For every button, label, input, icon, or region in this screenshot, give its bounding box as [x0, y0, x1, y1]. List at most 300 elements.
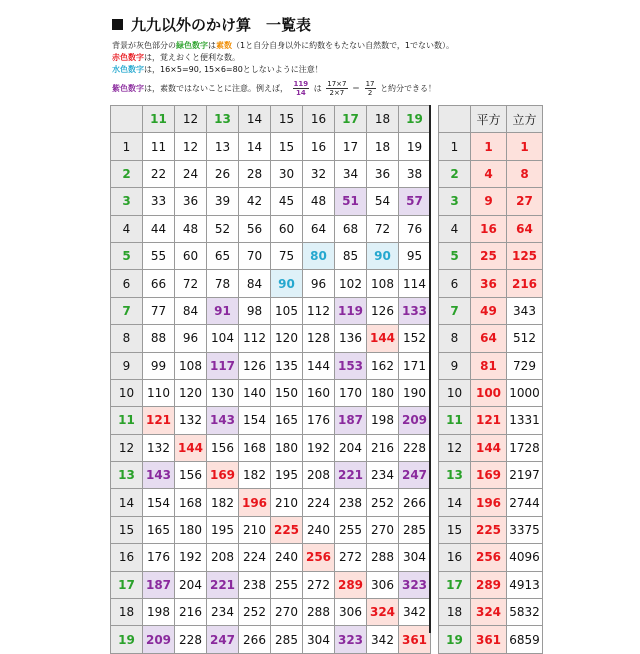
- product-cell: 234: [207, 599, 239, 626]
- product-cell: 112: [239, 325, 271, 352]
- row-header-right: 3: [439, 188, 471, 215]
- product-cell: 156: [207, 434, 239, 461]
- product-cell: 17: [335, 133, 367, 160]
- cube-cell: 1: [507, 133, 543, 160]
- row-header: 15: [111, 516, 143, 543]
- page-title: [112, 14, 311, 35]
- product-cell: 272: [335, 544, 367, 571]
- product-cell: 204: [175, 571, 207, 598]
- product-cell: 195: [207, 516, 239, 543]
- product-cell: 51: [335, 188, 367, 215]
- product-cell: 304: [303, 626, 335, 653]
- row-header: 17: [111, 571, 143, 598]
- product-cell: 114: [399, 270, 431, 297]
- product-cell: 190: [399, 379, 431, 406]
- table-row: [111, 160, 543, 187]
- product-cell: 120: [271, 325, 303, 352]
- product-cell: 66: [143, 270, 175, 297]
- table-row: [111, 297, 543, 324]
- product-cell: 12: [175, 133, 207, 160]
- cube-cell: 2197: [507, 462, 543, 489]
- row-header-right: 1: [439, 133, 471, 160]
- gap-cell: [431, 407, 439, 434]
- product-cell: 77: [143, 297, 175, 324]
- table-row: [111, 133, 543, 160]
- gap-cell: [431, 325, 439, 352]
- green-label: 緑色数字: [176, 41, 208, 50]
- row-header: 2: [111, 160, 143, 187]
- gap-cell: [431, 215, 439, 242]
- square-cell: 64: [471, 325, 507, 352]
- product-cell: 247: [207, 626, 239, 653]
- row-header: 14: [111, 489, 143, 516]
- cube-cell: 216: [507, 270, 543, 297]
- header-row: [111, 106, 543, 133]
- product-cell: 247: [399, 462, 431, 489]
- gap-cell: [431, 242, 439, 269]
- row-header-right: 9: [439, 352, 471, 379]
- table-row: [111, 215, 543, 242]
- product-cell: 323: [335, 626, 367, 653]
- product-cell: 90: [367, 242, 399, 269]
- product-cell: 304: [399, 544, 431, 571]
- product-cell: 91: [207, 297, 239, 324]
- product-cell: 60: [271, 215, 303, 242]
- product-cell: 128: [303, 325, 335, 352]
- table-row: [111, 188, 543, 215]
- product-cell: 289: [335, 571, 367, 598]
- column-header: 15: [271, 106, 303, 133]
- row-header-right: 4: [439, 215, 471, 242]
- product-cell: 342: [367, 626, 399, 653]
- cube-cell: 4096: [507, 544, 543, 571]
- table-row: [111, 434, 543, 461]
- product-cell: 180: [367, 379, 399, 406]
- table-row: [111, 599, 543, 626]
- row-header: 18: [111, 599, 143, 626]
- cube-cell: 125: [507, 242, 543, 269]
- cube-cell: 6859: [507, 626, 543, 653]
- square-cell: 225: [471, 516, 507, 543]
- product-cell: 60: [175, 242, 207, 269]
- product-cell: 255: [271, 571, 303, 598]
- product-cell: 144: [175, 434, 207, 461]
- product-cell: 68: [335, 215, 367, 242]
- row-header: 3: [111, 188, 143, 215]
- product-cell: 234: [367, 462, 399, 489]
- square-cell: 196: [471, 489, 507, 516]
- square-cell: 16: [471, 215, 507, 242]
- product-cell: 252: [367, 489, 399, 516]
- square-cell: 49: [471, 297, 507, 324]
- product-cell: 154: [143, 489, 175, 516]
- product-cell: 266: [239, 626, 271, 653]
- fraction-reduced: $\frac{17}{2}$: [365, 80, 375, 97]
- row-header: 10: [111, 379, 143, 406]
- row-header: 8: [111, 325, 143, 352]
- product-cell: 221: [207, 571, 239, 598]
- gap-cell: [431, 544, 439, 571]
- product-cell: 154: [239, 407, 271, 434]
- product-cell: 105: [271, 297, 303, 324]
- product-cell: 72: [175, 270, 207, 297]
- row-header-right: 6: [439, 270, 471, 297]
- column-header: 17: [335, 106, 367, 133]
- product-cell: 165: [143, 516, 175, 543]
- product-cell: 11: [143, 133, 175, 160]
- column-header: 13: [207, 106, 239, 133]
- product-cell: 72: [367, 215, 399, 242]
- product-cell: 42: [239, 188, 271, 215]
- table-row: [111, 379, 543, 406]
- product-cell: 176: [303, 407, 335, 434]
- product-cell: 216: [367, 434, 399, 461]
- product-cell: 85: [335, 242, 367, 269]
- column-header: 11: [143, 106, 175, 133]
- row-header: 11: [111, 407, 143, 434]
- square-cell: 324: [471, 599, 507, 626]
- square-cell: 121: [471, 407, 507, 434]
- product-cell: 126: [239, 352, 271, 379]
- product-cell: 112: [303, 297, 335, 324]
- product-cell: 39: [207, 188, 239, 215]
- row-header-right: 12: [439, 434, 471, 461]
- product-cell: 152: [399, 325, 431, 352]
- gap-cell: [431, 489, 439, 516]
- product-cell: 48: [303, 188, 335, 215]
- product-cell: 204: [335, 434, 367, 461]
- row-header-right: 13: [439, 462, 471, 489]
- product-cell: 252: [239, 599, 271, 626]
- fraction-expanded: $\frac{17\times 7}{2\times 7}$: [327, 80, 347, 97]
- product-cell: 126: [367, 297, 399, 324]
- table-row: [111, 325, 543, 352]
- row-header: 12: [111, 434, 143, 461]
- product-cell: 38: [399, 160, 431, 187]
- corner-cell: [111, 106, 143, 133]
- gap-cell: [431, 270, 439, 297]
- product-cell: 165: [271, 407, 303, 434]
- worksheet-page: [92, 0, 544, 647]
- product-cell: 288: [303, 599, 335, 626]
- product-cell: 208: [207, 544, 239, 571]
- product-cell: 240: [303, 516, 335, 543]
- row-header-right: 2: [439, 160, 471, 187]
- product-cell: 30: [271, 160, 303, 187]
- product-cell: 70: [239, 242, 271, 269]
- product-cell: 133: [399, 297, 431, 324]
- row-header-right: 19: [439, 626, 471, 653]
- product-cell: 170: [335, 379, 367, 406]
- product-cell: 88: [143, 325, 175, 352]
- table-row: [111, 516, 543, 543]
- cube-cell: 3375: [507, 516, 543, 543]
- product-cell: 16: [303, 133, 335, 160]
- product-cell: 255: [335, 516, 367, 543]
- row-header: 7: [111, 297, 143, 324]
- product-cell: 285: [271, 626, 303, 653]
- product-cell: 34: [335, 160, 367, 187]
- section-divider: [429, 105, 431, 633]
- row-header-right: 5: [439, 242, 471, 269]
- square-cell: 1: [471, 133, 507, 160]
- square-cell: 256: [471, 544, 507, 571]
- gap-cell: [431, 462, 439, 489]
- product-cell: 108: [367, 270, 399, 297]
- cube-cell: 343: [507, 297, 543, 324]
- product-cell: 270: [271, 599, 303, 626]
- product-cell: 168: [239, 434, 271, 461]
- product-cell: 209: [399, 407, 431, 434]
- cyan-label: 水色数字: [112, 65, 144, 74]
- cube-cell: 27: [507, 188, 543, 215]
- product-cell: 171: [399, 352, 431, 379]
- product-cell: 54: [367, 188, 399, 215]
- product-cell: 153: [335, 352, 367, 379]
- product-cell: 196: [239, 489, 271, 516]
- product-cell: 13: [207, 133, 239, 160]
- product-cell: 210: [271, 489, 303, 516]
- product-cell: 198: [367, 407, 399, 434]
- table-row: [111, 544, 543, 571]
- product-cell: 228: [399, 434, 431, 461]
- table-row: [111, 352, 543, 379]
- product-cell: 108: [175, 352, 207, 379]
- note-red: 赤色数字は，覚えおくと便利な数。: [112, 53, 240, 62]
- product-cell: 132: [143, 434, 175, 461]
- product-cell: 221: [335, 462, 367, 489]
- product-cell: 98: [239, 297, 271, 324]
- product-cell: 22: [143, 160, 175, 187]
- product-cell: 55: [143, 242, 175, 269]
- row-header-right: 10: [439, 379, 471, 406]
- gap-cell: [431, 106, 439, 133]
- product-cell: 192: [175, 544, 207, 571]
- multiplication-table: [110, 105, 543, 654]
- cube-cell: 1000: [507, 379, 543, 406]
- product-cell: 121: [143, 407, 175, 434]
- product-cell: 48: [175, 215, 207, 242]
- product-cell: 136: [335, 325, 367, 352]
- product-cell: 65: [207, 242, 239, 269]
- product-cell: 78: [207, 270, 239, 297]
- gap-cell: [431, 434, 439, 461]
- product-cell: 52: [207, 215, 239, 242]
- square-cell: 144: [471, 434, 507, 461]
- product-cell: 225: [271, 516, 303, 543]
- product-cell: 26: [207, 160, 239, 187]
- product-cell: 110: [143, 379, 175, 406]
- cube-cell: 512: [507, 325, 543, 352]
- corner-cell-right: [439, 106, 471, 133]
- gap-cell: [431, 297, 439, 324]
- product-cell: 156: [175, 462, 207, 489]
- product-cell: 56: [239, 215, 271, 242]
- cube-cell: 1728: [507, 434, 543, 461]
- product-cell: 240: [271, 544, 303, 571]
- row-header-right: 18: [439, 599, 471, 626]
- product-cell: 361: [399, 626, 431, 653]
- row-header: 9: [111, 352, 143, 379]
- product-cell: 120: [175, 379, 207, 406]
- product-cell: 104: [207, 325, 239, 352]
- product-cell: 324: [367, 599, 399, 626]
- product-cell: 210: [239, 516, 271, 543]
- product-cell: 266: [399, 489, 431, 516]
- product-cell: 182: [239, 462, 271, 489]
- product-cell: 96: [303, 270, 335, 297]
- product-cell: 288: [367, 544, 399, 571]
- product-cell: 143: [207, 407, 239, 434]
- product-cell: 342: [399, 599, 431, 626]
- product-cell: 143: [143, 462, 175, 489]
- product-cell: 270: [367, 516, 399, 543]
- product-cell: 28: [239, 160, 271, 187]
- column-header: 16: [303, 106, 335, 133]
- square-bullet-icon: [112, 19, 123, 30]
- product-cell: 176: [143, 544, 175, 571]
- product-cell: 224: [303, 489, 335, 516]
- product-cell: 162: [367, 352, 399, 379]
- product-cell: 36: [175, 188, 207, 215]
- product-cell: 32: [303, 160, 335, 187]
- product-cell: 24: [175, 160, 207, 187]
- square-cell: 25: [471, 242, 507, 269]
- cube-cell: 729: [507, 352, 543, 379]
- product-cell: 90: [271, 270, 303, 297]
- product-cell: 64: [303, 215, 335, 242]
- product-cell: 45: [271, 188, 303, 215]
- product-cell: 96: [175, 325, 207, 352]
- table-row: [111, 407, 543, 434]
- product-cell: 187: [335, 407, 367, 434]
- product-cell: 216: [175, 599, 207, 626]
- product-cell: 272: [303, 571, 335, 598]
- product-cell: 80: [303, 242, 335, 269]
- product-cell: 15: [271, 133, 303, 160]
- square-cell: 9: [471, 188, 507, 215]
- product-cell: 130: [207, 379, 239, 406]
- cube-cell: 8: [507, 160, 543, 187]
- cube-cell: 64: [507, 215, 543, 242]
- square-cell: 289: [471, 571, 507, 598]
- product-cell: 238: [239, 571, 271, 598]
- product-cell: 323: [399, 571, 431, 598]
- square-cell: 4: [471, 160, 507, 187]
- product-cell: 84: [239, 270, 271, 297]
- table-row: [111, 489, 543, 516]
- title-text: 九九以外のかけ算 一覧表: [131, 16, 312, 34]
- row-header-right: 8: [439, 325, 471, 352]
- product-cell: 209: [143, 626, 175, 653]
- gap-cell: [431, 133, 439, 160]
- prime-label: 素数: [216, 41, 232, 50]
- gap-cell: [431, 571, 439, 598]
- row-header-right: 16: [439, 544, 471, 571]
- gap-cell: [431, 188, 439, 215]
- product-cell: 102: [335, 270, 367, 297]
- product-cell: 306: [367, 571, 399, 598]
- product-cell: 36: [367, 160, 399, 187]
- row-header-right: 7: [439, 297, 471, 324]
- purple-label: 紫色数字: [112, 84, 144, 93]
- product-cell: 132: [175, 407, 207, 434]
- cube-header: 立方: [507, 106, 543, 133]
- product-cell: 117: [207, 352, 239, 379]
- product-cell: 19: [399, 133, 431, 160]
- column-header: 19: [399, 106, 431, 133]
- product-cell: 195: [271, 462, 303, 489]
- cube-cell: 5832: [507, 599, 543, 626]
- square-cell: 100: [471, 379, 507, 406]
- product-cell: 140: [239, 379, 271, 406]
- row-header: 5: [111, 242, 143, 269]
- product-cell: 135: [271, 352, 303, 379]
- product-cell: 224: [239, 544, 271, 571]
- product-cell: 306: [335, 599, 367, 626]
- product-cell: 228: [175, 626, 207, 653]
- product-cell: 99: [143, 352, 175, 379]
- gap-cell: [431, 516, 439, 543]
- gap-cell: [431, 160, 439, 187]
- fraction-119-14: $\frac{119}{14}$: [293, 80, 309, 97]
- product-cell: 256: [303, 544, 335, 571]
- note-purple: 紫色数字は，素数ではないことに注意。例えば， $\frac{119}{14}$ は $\frac{17\times 7}{2\times 7}$ ＝ $\frac{17}{2}$ と約分できる！: [112, 80, 437, 97]
- product-cell: 95: [399, 242, 431, 269]
- product-cell: 33: [143, 188, 175, 215]
- cube-cell: 1331: [507, 407, 543, 434]
- legend-notes: [112, 40, 536, 100]
- product-cell: 180: [271, 434, 303, 461]
- column-header: 14: [239, 106, 271, 133]
- row-header-right: 14: [439, 489, 471, 516]
- product-cell: 160: [303, 379, 335, 406]
- row-header: 6: [111, 270, 143, 297]
- product-cell: 75: [271, 242, 303, 269]
- row-header-right: 17: [439, 571, 471, 598]
- row-header: 13: [111, 462, 143, 489]
- table-row: [111, 270, 543, 297]
- product-cell: 150: [271, 379, 303, 406]
- product-cell: 14: [239, 133, 271, 160]
- square-header: 平方: [471, 106, 507, 133]
- gap-cell: [431, 352, 439, 379]
- table-row: [111, 571, 543, 598]
- product-cell: 144: [367, 325, 399, 352]
- product-cell: 285: [399, 516, 431, 543]
- product-cell: 84: [175, 297, 207, 324]
- product-cell: 119: [335, 297, 367, 324]
- product-cell: 238: [335, 489, 367, 516]
- row-header: 16: [111, 544, 143, 571]
- row-header-right: 15: [439, 516, 471, 543]
- column-header: 12: [175, 106, 207, 133]
- product-cell: 44: [143, 215, 175, 242]
- product-cell: 18: [367, 133, 399, 160]
- note-cyan: 水色数字は，16×5=90, 15×6=80としないように注意！: [112, 65, 323, 74]
- product-cell: 57: [399, 188, 431, 215]
- row-header-right: 11: [439, 407, 471, 434]
- row-header: 19: [111, 626, 143, 653]
- square-cell: 81: [471, 352, 507, 379]
- square-cell: 36: [471, 270, 507, 297]
- row-header: 1: [111, 133, 143, 160]
- product-cell: 76: [399, 215, 431, 242]
- product-cell: 198: [143, 599, 175, 626]
- product-cell: 180: [175, 516, 207, 543]
- red-label: 赤色数字: [112, 53, 144, 62]
- column-header: 18: [367, 106, 399, 133]
